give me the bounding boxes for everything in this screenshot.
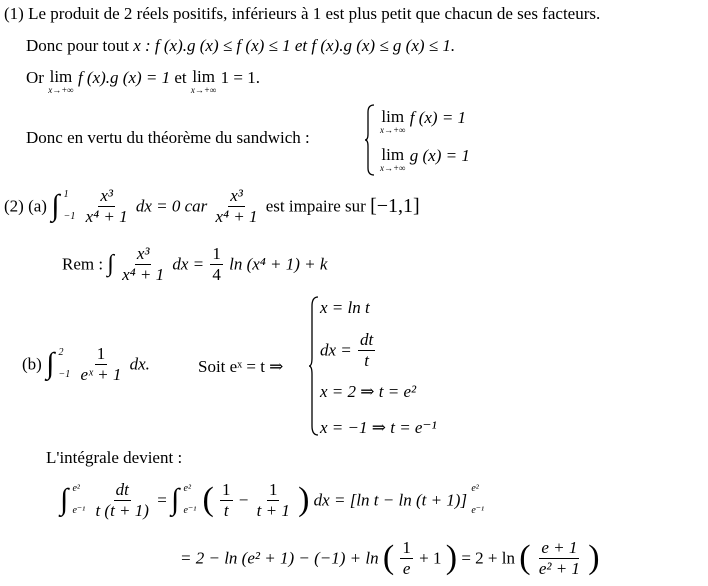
paren-close: ): [298, 481, 310, 519]
integral-becomes: L'intégrale devient :: [46, 448, 183, 467]
paren-close: ): [445, 539, 458, 577]
final-fraction: [537, 538, 582, 578]
result-mid: = 2 + ln: [461, 548, 515, 568]
part-2b-label: (b): [22, 354, 42, 374]
fraction-exp: [79, 344, 124, 384]
fraction-x3: [84, 186, 130, 226]
odd-function-text: est impaire sur: [265, 196, 366, 216]
limit-operator: [48, 68, 73, 95]
paren-close-2: ): [588, 539, 600, 577]
system-brace-icon: [308, 296, 320, 436]
numerator: dt: [360, 330, 374, 349]
plus-one: + 1: [419, 548, 442, 568]
lim-subscript: x→+∞: [380, 125, 406, 135]
integral-bounds-2: [184, 484, 197, 516]
upper-bound: e²: [471, 483, 479, 495]
lim-subscript: x→+∞: [380, 163, 406, 173]
dx-equals: dx =: [320, 340, 352, 360]
sandwich-g: [380, 146, 470, 173]
numerator: 1: [96, 344, 106, 363]
part-1-number: (1): [4, 4, 24, 23]
equals: =: [157, 490, 167, 510]
system-line-4: x = −1 ⇒ t = e⁻¹: [320, 418, 437, 437]
line-2: [26, 36, 455, 56]
lim-text: lim: [49, 67, 73, 86]
lower-bound: −1: [58, 369, 71, 381]
numerator: dt: [115, 480, 129, 499]
statement-text: Le produit de 2 réels positifs, inférieurs à 1 est plus petit que chacun de ses facteurs.: [28, 4, 601, 23]
remark: [62, 244, 327, 284]
denominator: t: [223, 500, 229, 520]
lower-bound: e⁻¹: [72, 505, 86, 517]
rem-label: Rem :: [62, 254, 104, 274]
numerator: 1: [212, 244, 221, 263]
numerator: 1: [268, 480, 278, 499]
integral-bounds: [64, 190, 76, 222]
line-3: [26, 68, 260, 95]
lower-bound: e⁻¹: [471, 505, 485, 517]
integral-sign-2: ∫: [171, 483, 180, 517]
one-over-e: [400, 538, 413, 578]
denominator: x⁴ + 1: [215, 206, 258, 226]
lower-bound: e⁻¹: [183, 505, 197, 517]
limit-product: f (x).g (x) = 1: [77, 68, 171, 87]
upper-bound: 1: [63, 189, 69, 201]
numerator: 1: [222, 480, 231, 499]
paren-open: (: [202, 481, 214, 519]
numerator: e + 1: [541, 538, 578, 557]
line-2-text: Donc pour tout: [26, 36, 129, 55]
limit-one: 1 = 1.: [220, 68, 260, 87]
part-2b: [22, 344, 150, 384]
sandwich-f: [380, 108, 466, 135]
limit-operator-2: [191, 68, 216, 95]
paren-open-2: (: [519, 539, 531, 577]
integral-sign: ∫: [107, 251, 114, 278]
numerator: x³: [100, 186, 113, 205]
lim-subscript: x→+∞: [48, 85, 74, 95]
final-line-2: [180, 538, 600, 578]
integral-result: dx = 0 car: [135, 196, 208, 216]
lim-text: lim: [381, 107, 405, 126]
antiderivative: ln (x⁴ + 1) + k: [229, 254, 328, 274]
one-over-t: [220, 480, 233, 520]
evaluated-bracket: dx = [ln t − ln (t + 1)]: [313, 490, 468, 510]
lim-text: lim: [192, 67, 215, 86]
integral-sign: ∫: [46, 347, 55, 381]
et-word: et: [174, 68, 187, 87]
final-line-1: [60, 480, 486, 520]
brace-icon: [364, 104, 376, 176]
lim-subscript: x→+∞: [190, 85, 217, 95]
quarter-fraction: [210, 244, 223, 284]
numerator: x³: [230, 186, 243, 205]
line-1: [4, 4, 600, 24]
denominator: t + 1: [256, 500, 290, 520]
inequality: : f (x).g (x) ≤ f (x) ≤ 1 et f (x).g (x) ≤ g (x) ≤ 1.: [144, 36, 456, 55]
system-line-2: [320, 330, 377, 370]
bracket-bounds: [471, 484, 484, 516]
paren-open: (: [382, 539, 395, 577]
numerator: x³: [136, 244, 150, 263]
part-2a: [4, 186, 420, 226]
upper-bound: e²: [183, 483, 191, 495]
numerator: 1: [402, 538, 411, 557]
variable-x: x: [133, 36, 141, 55]
denominator: t: [364, 350, 370, 370]
denominator: x⁴ + 1: [122, 264, 165, 284]
dx-equals: dx =: [172, 254, 205, 274]
interval: [−1,1]: [370, 195, 420, 218]
limit-f: f (x) = 1: [409, 108, 467, 127]
denominator: x⁴ + 1: [85, 206, 128, 226]
part-2a-label: (2) (a): [4, 196, 47, 216]
denominator: t (t + 1): [95, 500, 149, 520]
upper-bound: 2: [58, 347, 64, 359]
or-word: Or: [26, 68, 44, 87]
denominator: e: [402, 558, 411, 578]
one-over-t-plus-1: [255, 480, 292, 520]
denominator: 4: [212, 264, 221, 284]
integral-sign: ∫: [60, 483, 69, 517]
integral-sign: ∫: [51, 189, 60, 223]
fraction-x3-b: [214, 186, 260, 226]
lower-bound: −1: [63, 211, 76, 223]
denominator: eˣ + 1: [80, 364, 122, 384]
minus: −: [238, 490, 249, 510]
dt-fraction: [93, 480, 151, 520]
system-line-3: x = 2 ⇒ t = e²: [320, 382, 417, 401]
lim-text: lim: [381, 145, 405, 164]
integral-bounds: [72, 484, 85, 516]
substitution: Soit eˣ = t ⇒: [198, 357, 284, 376]
system-line-1: x = ln t: [320, 298, 370, 317]
limit-g: g (x) = 1: [409, 146, 470, 165]
upper-bound: e²: [72, 483, 80, 495]
fraction-x3-rem: [120, 244, 166, 284]
result-start: = 2 − ln (e² + 1) − (−1) + ln: [180, 548, 379, 568]
sandwich-text: Donc en vertu du théorème du sandwich :: [26, 128, 310, 147]
dx-text: dx.: [129, 354, 150, 374]
integral-bounds: [59, 348, 71, 380]
dt-over-t: [358, 330, 375, 370]
denominator: e² + 1: [538, 558, 580, 578]
